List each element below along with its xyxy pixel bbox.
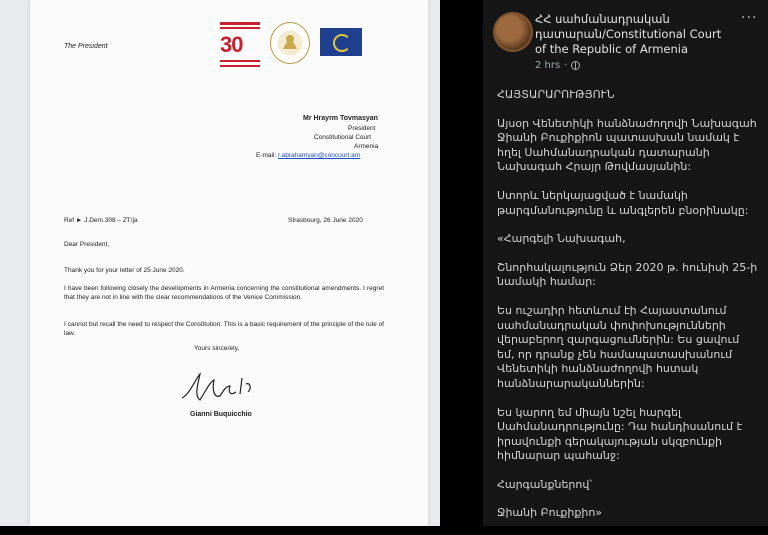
letter-ref: Ref ► J.Dem.308 – ZT/ja — [64, 217, 138, 224]
post-paragraph-3: Ստորև ներկայացված է նամակի թարգմանությունը և անգլերեն բնօրինակը: — [497, 188, 749, 217]
page-name-link[interactable]: ՀՀ սահմանադրական դատարան/Constitutional Court of the Republic of Armenia — [535, 12, 722, 56]
letter-place-date: Strasbourg, 26 June 2020 — [288, 217, 363, 224]
post-paragraph-8: Հարգանքներով՝ — [497, 477, 592, 491]
letter-signatory: Gianni Buquicchio — [190, 411, 252, 418]
letter-paragraph-3: I cannot but recall the need to respect the Constitution. This is a basic requirement of the principle of the rule of law. — [64, 321, 384, 338]
venice-commission-emblem — [270, 22, 310, 64]
more-options-icon[interactable]: ··· — [741, 10, 758, 26]
anniversary-logo: 30 — [220, 22, 260, 68]
email-line: E-mail: r.abrahamyan@concourt.am — [256, 152, 361, 159]
addressee-org: Constitutional Court — [314, 134, 372, 141]
post-paragraph-7: Ես կարող եմ միայն նշել հարգել Սահմանադրությունը: Դա հանդիսանում է իրավունքի գերակայության սկզբունքի հիմնարար պահանջ: — [497, 405, 743, 463]
page-avatar[interactable] — [493, 12, 533, 52]
letter-closing: Yours sincerely, — [194, 345, 240, 352]
post-paragraph-2: Այսօր Վենետիկի հանձնաժողովի Նախագահ Ջիանի Բուքիքիոն պատասխան նամակ է հղել Սահմանադրական դատարանի Նախագահ Հրայր Թովմասյանին: — [497, 116, 757, 174]
post-body — [497, 88, 759, 535]
post-meta: 2 hrs · — [535, 60, 580, 71]
letter-salutation: Dear President, — [64, 241, 110, 248]
addressee-country: Armenia — [354, 143, 379, 150]
addressee-title: President — [348, 125, 376, 132]
letter-from: The President — [64, 43, 108, 50]
post-paragraph-6: Ես ուշադիր հետևում էի Հայաստանում սահմանադրական փոփոխությունների վերաբերող զարգացումներին: Ես ցավում եմ, որ դրանք չեն համապատասխանում Վենետիկի հանձնաժողովի հստակ հանձնարարականներին: — [497, 303, 740, 390]
letter-page — [30, 0, 428, 526]
letter-paragraph-2: I have been following closely the developments in Armenia concerning the constitutional amendments. I regret that they are not in line with the clear recommendations of the Venice Commission. — [64, 285, 384, 302]
globe-icon — [571, 61, 580, 70]
letter-logos — [220, 22, 362, 72]
post-header — [493, 8, 763, 78]
post-paragraph-4: «Հարգելի Նախագահ, — [497, 232, 626, 246]
signature — [180, 370, 270, 410]
post-paragraph-1: ՀԱՅՏԱՐԱՐՈՒԹՅՈՒՆ — [497, 88, 615, 101]
post-paragraph-5: Շնորհակալություն Ձեր 2020 թ. հունիսի 25-ի նամակի համար: — [497, 260, 758, 289]
email-link[interactable]: r.abrahamyan@concourt.am — [278, 152, 361, 159]
post-time[interactable]: 2 hrs — [535, 60, 561, 71]
council-of-europe-logo — [320, 28, 362, 56]
addressee-name: Mr Hrayrm Tovmasyan — [303, 115, 378, 122]
facebook-post — [483, 0, 768, 526]
post-paragraph-9: Ջիանի Բուքիքիո» — [497, 506, 603, 520]
letter-paragraph-1: Thank you for your letter of 25 June 2020. — [64, 267, 185, 274]
